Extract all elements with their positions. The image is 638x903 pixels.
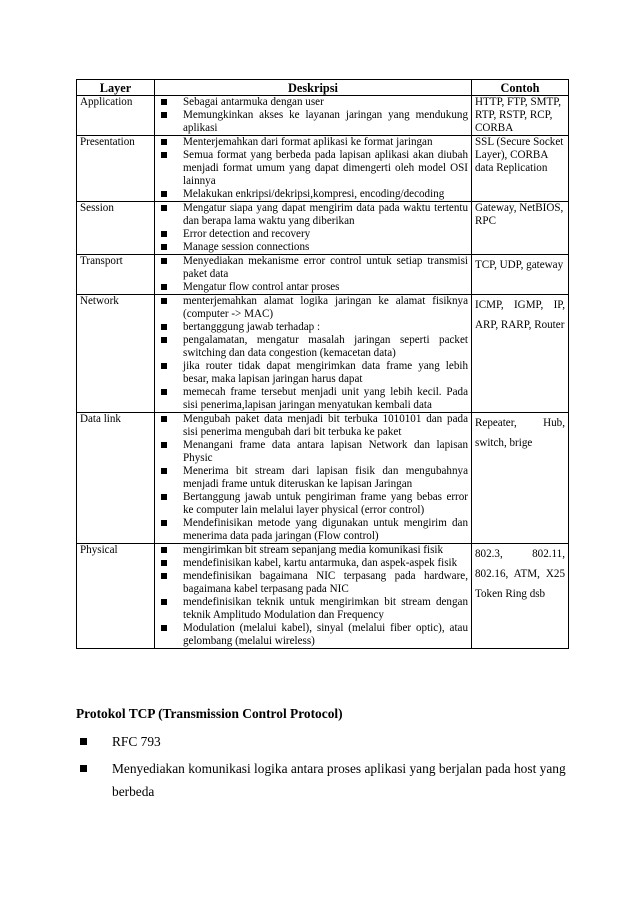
tcp-section [76, 704, 569, 807]
description-item [183, 228, 468, 241]
description-text: mendefinisikan kabel, kartu antarmuka, dan aspek-aspek fisik [183, 557, 458, 569]
square-bullet-icon [161, 442, 167, 448]
example-cell: SSL (Secure Socket Layer), CORBA data Replication [472, 136, 569, 202]
square-bullet-icon [161, 560, 167, 566]
square-bullet-icon [161, 205, 167, 211]
description-item [183, 491, 468, 517]
description-item [183, 439, 468, 465]
square-bullet-icon [161, 231, 167, 237]
description-list [158, 295, 468, 412]
table-row [77, 295, 569, 413]
description-item [183, 295, 468, 321]
description-text: bertangggung jawab terhadap : [183, 321, 321, 333]
description-text: Semua format yang berbeda pada lapisan aplikasi akan diubah menjadi format umum yang dapat dimengerti oleh model OSI lainnya [183, 149, 468, 187]
description-text: mendefinisikan bagaimana NIC terpasang pada hardware, bagaimana kabel terpasang pada NIC [183, 570, 468, 595]
description-text: Mengubah paket data menjadi bit terbuka 1010101 dan pada sisi penerima mengubah dari bit terbuka ke paket [183, 413, 468, 438]
section-bullet-list [76, 730, 569, 803]
square-bullet-icon [161, 363, 167, 369]
layer-name-cell: Session [77, 202, 155, 255]
description-item [183, 149, 468, 188]
description-text: Bertanggung jawab untuk pengiriman frame yang bebas error ke computer lain melalui layer physical (error control) [183, 491, 468, 516]
square-bullet-icon [161, 244, 167, 250]
layer-name-cell: Presentation [77, 136, 155, 202]
description-text: Menangani frame data antara lapisan Network dan lapisan Physic [183, 439, 468, 464]
description-text: pengalamatan, mengatur masalah jaringan seperti packet switching dan data congestion (kemacetan data) [183, 334, 468, 359]
layer-name-cell: Physical [77, 544, 155, 649]
description-list [158, 202, 468, 254]
header-contoh: Contoh [472, 80, 569, 96]
description-cell [155, 413, 472, 544]
square-bullet-icon [161, 625, 167, 631]
square-bullet-icon [161, 389, 167, 395]
description-item [183, 557, 468, 570]
description-item [183, 109, 468, 135]
description-text: Menterjemahkan dari format aplikasi ke format jaringan [183, 136, 433, 148]
description-text: Mengatur siapa yang dapat mengirim data pada waktu tertentu dan berapa lama waktu yang diberikan [183, 202, 468, 227]
square-bullet-icon [161, 520, 167, 526]
description-item [183, 360, 468, 386]
description-text: Menyediakan mekanisme error control untuk setiap transmisi paket data [183, 255, 468, 280]
example-cell: ICMP, IGMP, IP, ARP, RARP, Router [472, 295, 569, 413]
description-text: Memungkinkan akses ke layanan jaringan yang mendukung aplikasi [183, 109, 468, 134]
square-bullet-icon [161, 191, 167, 197]
square-bullet-icon [161, 324, 167, 330]
table-header-row [77, 80, 569, 96]
example-cell: TCP, UDP, gateway [472, 255, 569, 295]
square-bullet-icon [161, 337, 167, 343]
description-item [183, 136, 468, 149]
table-row [77, 255, 569, 295]
square-bullet-icon [80, 765, 87, 772]
section-heading: Protokol TCP (Transmission Control Protocol) [76, 706, 343, 721]
description-item [183, 96, 468, 109]
header-deskripsi: Deskripsi [155, 80, 472, 96]
example-cell: Repeater, Hub, switch, brige [472, 413, 569, 544]
description-item [183, 241, 468, 254]
description-text: Error detection and recovery [183, 228, 311, 240]
square-bullet-icon [161, 547, 167, 553]
description-text: Manage session connections [183, 241, 310, 253]
square-bullet-icon [161, 99, 167, 105]
square-bullet-icon [161, 573, 167, 579]
square-bullet-icon [161, 599, 167, 605]
bullet-text: RFC 793 [112, 734, 161, 749]
square-bullet-icon [161, 258, 167, 264]
description-text: mendefinisikan teknik untuk mengirimkan bit stream dengan teknik Amplitudo Modulation dan Frequency [183, 596, 468, 621]
description-item [183, 413, 468, 439]
table-row [77, 96, 569, 136]
square-bullet-icon [161, 112, 167, 118]
square-bullet-icon [161, 139, 167, 145]
list-item [112, 730, 569, 753]
description-item [183, 517, 468, 543]
layer-name-cell: Data link [77, 413, 155, 544]
description-item [183, 281, 468, 294]
description-item [183, 255, 468, 281]
description-text: Modulation (melalui kabel), sinyal (melalui fiber optic), atau gelombang (melalui wireless) [183, 622, 468, 647]
square-bullet-icon [161, 298, 167, 304]
description-item [183, 596, 468, 622]
description-list [158, 96, 468, 135]
description-cell [155, 255, 472, 295]
description-cell [155, 96, 472, 136]
table-row [77, 544, 569, 649]
description-list [158, 255, 468, 294]
square-bullet-icon [161, 416, 167, 422]
description-cell [155, 295, 472, 413]
description-item [183, 544, 468, 557]
square-bullet-icon [80, 738, 87, 745]
layer-name-cell: Application [77, 96, 155, 136]
description-item [183, 188, 468, 201]
example-cell: 802.3, 802.11, 802.16, ATM, X25 Token Ring dsb [472, 544, 569, 649]
description-text: Sebagai antarmuka dengan user [183, 96, 324, 108]
description-text: memecah frame tersebut menjadi unit yang lebih kecil. Pada sisi penerima,lapisan jaringan menyatukan kembali data [183, 386, 468, 411]
description-text: Mendefinisikan metode yang digunakan untuk mengirim dan menerima data pada jaringan (Flow control) [183, 517, 468, 542]
square-bullet-icon [161, 284, 167, 290]
layer-name-cell: Transport [77, 255, 155, 295]
description-item [183, 465, 468, 491]
description-list [158, 413, 468, 543]
description-item [183, 386, 468, 412]
description-cell [155, 136, 472, 202]
description-text: jika router tidak dapat mengirimkan data frame yang lebih besar, maka lapisan jaringan harus dapat [183, 360, 468, 385]
description-cell [155, 202, 472, 255]
table-row [77, 136, 569, 202]
osi-layer-table [76, 79, 569, 649]
header-layer: Layer [77, 80, 155, 96]
list-item [112, 757, 569, 803]
description-text: mengirimkan bit stream sepanjang media komunikasi fisik [183, 544, 444, 556]
description-cell [155, 544, 472, 649]
example-cell: Gateway, NetBIOS, RPC [472, 202, 569, 255]
description-text: Menerima bit stream dari lapisan fisik dan mengubahnya menjadi frame untuk diteruskan ke lapisan Jaringan [183, 465, 468, 490]
example-cell: HTTP, FTP, SMTP, RTP, RSTP, RCP, CORBA [472, 96, 569, 136]
description-item [183, 570, 468, 596]
square-bullet-icon [161, 468, 167, 474]
description-item [183, 202, 468, 228]
description-item [183, 321, 468, 334]
bullet-text: Menyediakan komunikasi logika antara proses aplikasi yang berjalan pada host yang berbeda [112, 761, 566, 799]
description-text: Mengatur flow control antar proses [183, 281, 340, 293]
description-list [158, 544, 468, 648]
description-list [158, 136, 468, 201]
description-text: Melakukan enkripsi/dekripsi,kompresi, encoding/decoding [183, 188, 445, 200]
table-row [77, 413, 569, 544]
square-bullet-icon [161, 152, 167, 158]
description-item [183, 622, 468, 648]
table-row [77, 202, 569, 255]
layer-name-cell: Network [77, 295, 155, 413]
description-item [183, 334, 468, 360]
description-text: menterjemahkan alamat logika jaringan ke alamat fisiknya (computer -> MAC) [183, 295, 468, 320]
square-bullet-icon [161, 494, 167, 500]
